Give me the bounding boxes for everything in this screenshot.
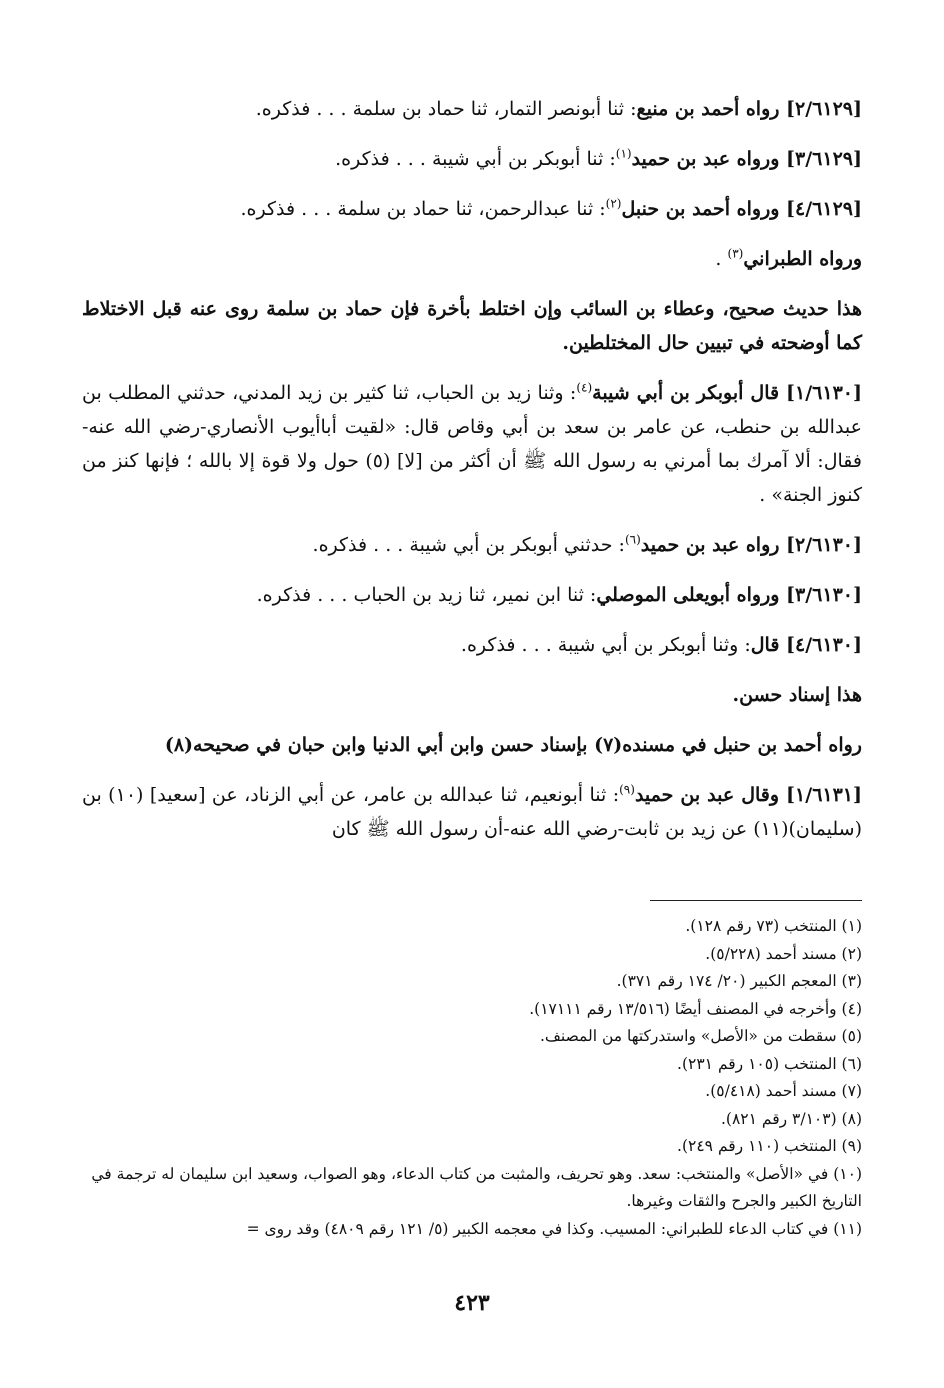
hadith-entry-6 [82,528,862,562]
grading-note-2 [82,678,862,712]
hadith-entry-7 [82,578,862,612]
entry-text: : ثنا أبونعيم، ثنا عبدالله بن عامر، عن أبي الزناد، عن [سعيد] (١٠) بن (سليمان)(١١) عن زيد بن ثابت-رضي الله عنه-أن رسول الله ﷺ كان [82,784,862,840]
page-number: ٤٢٣ [454,1290,490,1316]
entry-lead: [٢/٦١٣٠] رواه عبد بن حميد [640,534,862,556]
entry-lead: [٣/٦١٢٩] ورواه عبد بن حميد [631,148,862,170]
footnote-2: (٢) مسند أحمد (٥/٢٢٨). [705,944,862,963]
entry-lead: [٤/٦١٢٩] ورواه أحمد بن حنبل [621,198,862,220]
footnote-3: (٣) المعجم الكبير (٢٠/ ١٧٤ رقم ٣٧١). [616,972,862,990]
entry-text: : ثنا أبوبكر بن أبي شيبة . . . فذكره. [335,148,616,170]
entry-lead: هذا إسناد حسن. [732,684,862,706]
entry-lead: رواه أحمد بن حنبل في مسنده(٧) بإسناد حسن وابن أبي الدنيا وابن حبان في صحيحه(٨) [164,734,862,756]
hadith-entry-1 [82,92,862,126]
footnote-10: (١٠) في «الأصل» والمنتخب: سعد. وهو تحريف، والمثبت من كتاب الدعاء، وهو الصواب، وسعيد ابن سليمان له ترجمة في التاريخ الكبير والجرح والثقات وغيرها. [91,1164,862,1210]
entry-text: : ثنا أبونصر التمار، ثنا حماد بن سلمة . . . فذكره. [255,98,637,120]
entry-text: . [715,248,728,270]
entry-lead: [١/٦١٣٠] قال أبوبكر بن أبي شيبة [592,382,862,404]
footnote-5: (٥) سقطت من «الأصل» واستدركتها من المصنف. [539,1027,862,1045]
footnote-divider [650,900,862,901]
main-text [82,92,862,862]
entry-lead: [٤/٦١٣٠] قال [750,634,862,656]
hadith-entry-9 [82,778,862,846]
hadith-entry-2 [82,142,862,176]
footnote-9: (٩) المنتخب (١١٠ رقم ٢٤٩). [677,1137,862,1155]
grading-note-3 [82,728,862,762]
entry-lead: هذا حديث صحيح، وعطاء بن السائب وإن اختلط بأخرة فإن حماد بن سلمة روى عنه قبل الاختلاط كما أوضحته في تبيين حال المختلطين. [82,298,862,354]
footnote-ref: (٣) [727,246,744,261]
entry-text: : ثنا عبدالرحمن، ثنا حماد بن سلمة . . . فذكره. [240,198,606,220]
hadith-entry-5 [82,376,862,512]
grading-note-1 [82,292,862,360]
footnote-ref: (٤) [576,380,593,395]
entry-text: : ثنا ابن نمير، ثنا زيد بن الحباب . . . فذكره. [256,584,597,606]
entry-text: : وثنا زيد بن الحباب، ثنا كثير بن زيد المدني، حدثني المطلب بن عبدالله بن حنطب، عن عامر بن سعد بن أبي وقاص قال: «لقيت أباأيوب الأنصاري-رضي الله عنه-فقال: ألا آمرك بما أمرني به رسول الله ﷺ أن أكثر من [لا] (٥) حول ولا قوة إلا بالله ؛ فإنها كنز من كنوز الجنة» . [82,382,862,506]
footnote-1: (١) المنتخب (٧٣ رقم ١٢٨). [685,917,862,935]
entry-lead: [١/٦١٣١] وقال عبد بن حميد [634,784,863,806]
footnote-4: (٤) وأخرجه في المصنف أيضًا (١٣/٥١٦ رقم ١٧١١١). [529,999,862,1018]
entry-lead: [٣/٦١٣٠] ورواه أبويعلى الموصلي [596,584,862,606]
hadith-entry-8 [82,628,862,662]
footnotes [82,913,862,1243]
entry-text: : وثنا أبوبكر بن أبي شيبة . . . فذكره. [460,634,751,656]
hadith-entry-4 [82,242,862,276]
entry-text: : حدثني أبوبكر بن أبي شيبة . . . فذكره. [312,534,625,556]
entry-lead: [٢/٦١٢٩] رواه أحمد بن منيع [636,98,862,120]
footnote-ref: (٩) [619,782,635,797]
footnote-8: (٨) (٣/١٠٣ رقم ٨٢١). [721,1109,862,1128]
footnote-ref: (٦) [624,532,641,547]
footnote-6: (٦) المنتخب (١٠٥ رقم ٢٣١). [677,1054,862,1073]
footnote-7: (٧) مسند أحمد (٥/٤١٨). [705,1082,862,1100]
footnote-11: (١١) في كتاب الدعاء للطبراني: المسيب. وكذا في معجمه الكبير (٥/ ١٢١ رقم ٤٨٠٩) وقد روى = [246,1219,862,1238]
hadith-entry-3 [82,192,862,226]
entry-lead: ورواه الطبراني [743,248,862,270]
footnote-ref: (١) [615,146,632,161]
footnote-ref: (٢) [605,196,622,211]
